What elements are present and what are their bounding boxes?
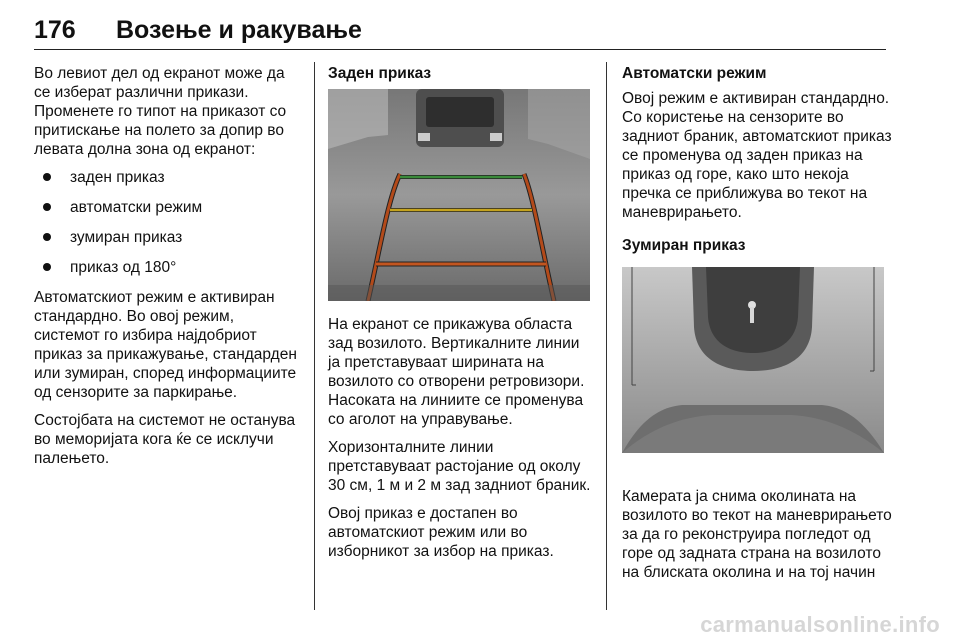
chapter-title: Возење и ракување xyxy=(116,16,362,44)
availability-paragraph: Овој приказ е достапен во автоматскиот режим или во изборникот за избор на приказ. xyxy=(328,505,554,560)
zoomed-view-paragraph: Камерата ја снима околината на возилото во текот на маневрирањето за да го реконструира погледот од горе од задната страна на возилото на блиската околина и на тој начин xyxy=(622,488,892,581)
bullet-icon xyxy=(43,203,51,211)
page-number: 176 xyxy=(34,16,76,44)
section-heading-auto-mode: Автоматски режим xyxy=(622,65,767,82)
column-middle xyxy=(328,64,594,570)
column-left xyxy=(34,64,304,477)
horizontal-lines-paragraph: Хоризонталните линии претставуваат растојание од околу 30 см, 1 м и 2 м зад задниот браник. xyxy=(328,439,591,494)
list-item: автоматски режим xyxy=(34,198,304,217)
section-heading-rear-view: Заден приказ xyxy=(328,65,432,82)
auto-mode-description: Овој режим е активиран стандардно. Со користење на сензорите во задниот браник, автоматскиот приказ се променува од заден приказ на приказ од горе, како што некоја пречка се приближува во текот на маневрирањето. xyxy=(622,90,892,221)
list-item: заден приказ xyxy=(34,168,304,187)
list-item: приказ од 180° xyxy=(34,258,304,277)
watermark: carmanualsonline.info xyxy=(700,612,940,637)
zoomed-view-camera-image xyxy=(622,267,884,453)
list-item: зумиран приказ xyxy=(34,228,304,247)
column-right xyxy=(622,64,892,591)
intro-paragraph: Во левиот дел од екранот може да се изберат различни прикази. Променете го типот на приказот со притискање на полето за допир во левата долна зона од екранот: xyxy=(34,65,287,158)
column-divider xyxy=(314,62,315,610)
rear-view-paragraph: На екранот се прикажува областа зад возилото. Вертикалните линии ја претставуваат ширината на возилото со отворени ретровизори. Насоката на линиите се променува со аголот на управување. xyxy=(328,316,585,428)
column-divider xyxy=(606,62,607,610)
bullet-icon xyxy=(43,263,51,271)
view-type-list xyxy=(34,168,304,277)
bullet-icon xyxy=(43,233,51,241)
rear-view-camera-image xyxy=(328,89,590,301)
bullet-icon xyxy=(43,173,51,181)
auto-mode-paragraph: Автоматскиот режим е активиран стандардно. Во овој режим, системот го избира најдобриот приказ за прикажување, стандарден или зумиран, според информациите од сензорите за паркирање. xyxy=(34,289,297,401)
memory-paragraph: Состојбата на системот не останува во меморијата кога ќе се исклучи палењето. xyxy=(34,412,296,467)
page-header xyxy=(34,18,886,50)
section-heading-zoomed-view: Зумиран приказ xyxy=(622,237,746,254)
